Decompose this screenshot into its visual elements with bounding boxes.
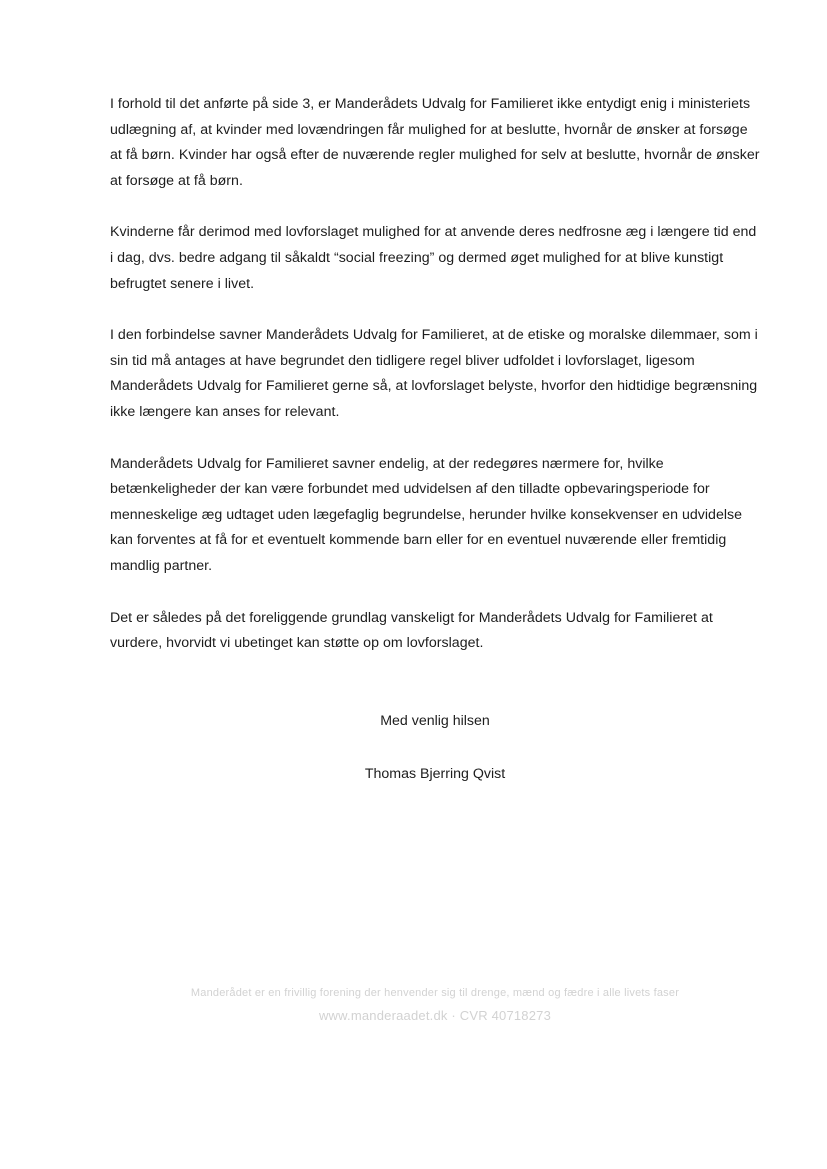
signature-name: Thomas Bjerring Qvist [364, 766, 506, 782]
paragraph-ethical-dilemmas: I den forbindelse savner Manderådets Udvalg for Familieret, at de etiske og moralske dilemmaer, som i sin tid må antages at have begrundet den tidligere regel bliver udfoldet i lovforslaget, ligesom Manderådets Udvalg for Familieret gerne så, at lovforslaget belyste, hvorfor den hidtidige begrænsning ikke længere kan anses for relevant. [110, 327, 758, 420]
footer-organisation-line: Manderådet er en frivillig forening der henvender sig til drenge, mænd og fædre i alle livets faser [190, 987, 680, 999]
paragraph-ministry-interpretation: I forhold til det anførte på side 3, er Manderådets Udvalg for Familieret ikke entydigt enig i ministeriets udlægning af, at kvinder med lovændringen får mulighed for at beslutte, hvornår de ønsker at forsøge at få børn. Kvinder har også efter de nuværende regler mulighed for selv at beslutte, hvornår de ønsker at forsøge at få børn. [110, 96, 760, 189]
paragraph-social-freezing: Kvinderne får derimod med lovforslaget mulighed for at anvende deres nedfrosne æg i længere tid end i dag, dvs. bedre adgang til såkaldt “social freezing” og dermed øget mulighed for at blive kunstigt befrugtet senere i livet. [110, 224, 757, 292]
closing-greeting: Med venlig hilsen [380, 713, 490, 729]
letter-body [110, 92, 760, 683]
paragraph-concerns: Manderådets Udvalg for Familieret savner endelig, at der redegøres nærmere for, hvilke betænkeligheder der kan være forbundet med udvidelsen af den tilladte opbevaringsperiode for menneskelige æg udtaget uden lægefaglig begrundelse, herunder hvilke konsekvenser en udvidelse kan forventes at få for et eventuelt kommende barn eller for en eventuel nuværende eller fremtidig mandlig partner. [110, 455, 743, 574]
paragraph-conclusion: Det er således på det foreliggende grundlag vanskeligt for Manderådets Udvalg for Familieret at vurdere, hvorvidt vi ubetinget kan støtte op om lovforslaget. [110, 609, 713, 652]
footer-contact-line: www.manderaadet.dk · CVR 40718273 [318, 1008, 552, 1023]
